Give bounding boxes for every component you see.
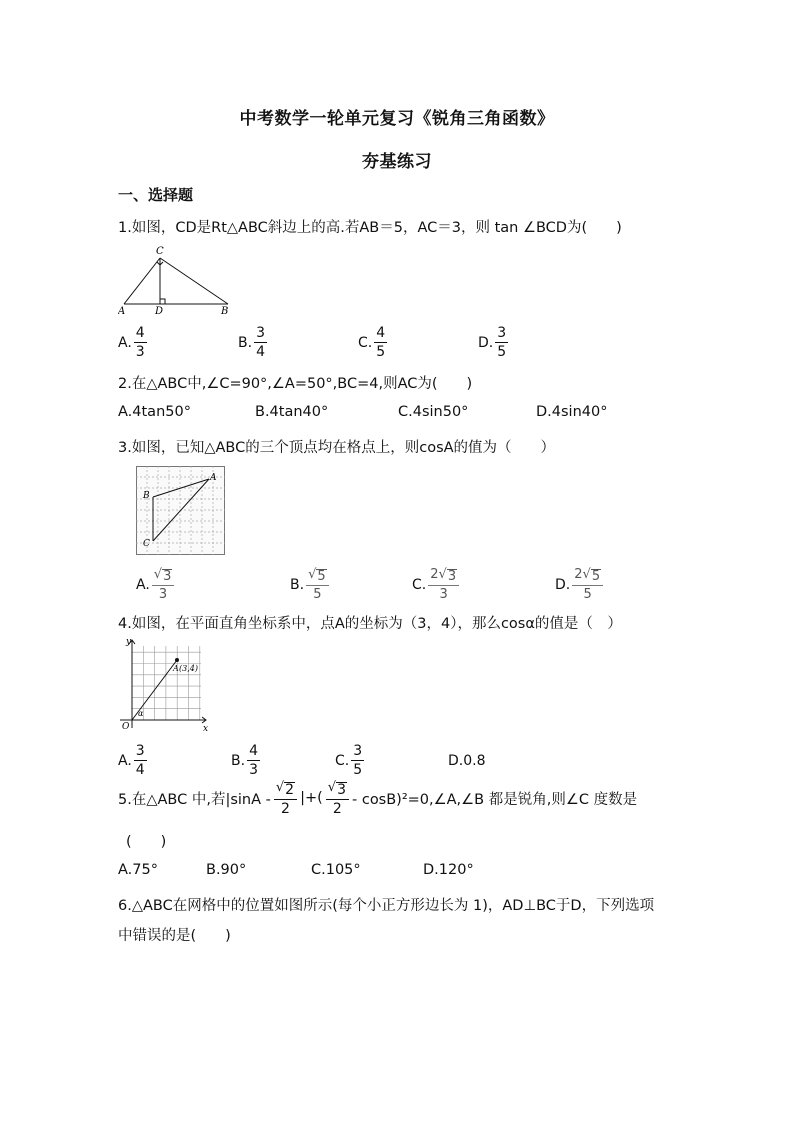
q3-option-a: A. √ 3 3 (136, 568, 174, 601)
question-3-grid-figure (136, 466, 226, 556)
angle-alpha-label: α (138, 709, 144, 718)
question-1-text: 1.如图，CD是Rt△ABC斜边上的高.若AB＝5，AC＝3，则 tan ∠BCD为( ) (118, 220, 622, 236)
q2-option-c: C.4sin50° (398, 404, 469, 420)
label-B: B (143, 491, 150, 501)
q4-option-d: D. 0.8 (448, 753, 486, 769)
q5-option-a: A.75° (118, 862, 158, 878)
q1-option-a: A. $\frac{4}{3}$ (118, 325, 145, 360)
q4-option-c: C. $\frac{3}{5}$ (335, 743, 363, 778)
question-4-text: 4.如图，在平面直角坐标系中，点A的坐标为（3，4），那么cosα的值是（ ） (118, 616, 622, 632)
q4-option-b: B. $\frac{4}{3}$ (231, 743, 258, 778)
q3-option-d: D. 2 √ 5 5 (555, 568, 603, 601)
q3-option-c: C. 2 √ 3 3 (412, 568, 459, 601)
question-1-figure (118, 244, 238, 318)
label-C: C (143, 539, 150, 549)
page-subtitle: 夯基练习 (362, 152, 432, 172)
q5-option-b: B.90° (206, 862, 247, 878)
label-C: C (156, 246, 164, 257)
label-A: A (210, 473, 217, 483)
question-6-text-line-2: 中错误的是( ) (118, 928, 231, 944)
q2-option-b: B.4tan40° (255, 404, 329, 420)
q5-option-c: C.105° (311, 862, 361, 878)
axis-label-x: x (203, 724, 209, 732)
point-coordinate-label: (3,4) (179, 664, 198, 673)
question-3-text: 3.如图，已知△ABC的三个顶点均在格点上，则cosA的值为（ ） (118, 440, 556, 456)
label-B: B (221, 306, 229, 317)
origin-label: O (122, 722, 130, 732)
label-A: A (118, 306, 126, 317)
label-D: D (155, 306, 164, 317)
section-heading: 一、选择题 (118, 186, 194, 204)
q5-option-d: D.120° (423, 862, 474, 878)
q3-option-b: B. √ 5 5 (290, 568, 329, 601)
q4-option-a: A. $\frac{3}{4}$ (118, 743, 145, 778)
axis-label-y: y (126, 637, 132, 647)
question-5-answer-bracket: ( ) (126, 834, 167, 850)
question-5-text: 5.在△ABC 中,若|sinA - √ 2 2 |+( √ 3 2 - cosB)²=0,∠A,∠B 都是锐角,则∠C 度数是 (118, 780, 638, 817)
question-6-text-line-1: 6.△ABC在网格中的位置如图所示(每个小正方形边长为 1)，AD⊥BC于D，下列选项 (118, 898, 655, 914)
question-4-coordinate-figure (116, 636, 212, 732)
question-2-text: 2.在△ABC中,∠C=90°,∠A=50°,BC=4,则AC为( ) (118, 376, 473, 392)
page-title: 中考数学一轮单元复习《锐角三角函数》 (239, 109, 555, 129)
q1-option-c: C. $\frac{4}{5}$ (358, 325, 386, 360)
q2-option-a: A.4tan50° (118, 404, 191, 420)
q1-option-b: B. $\frac{3}{4}$ (238, 325, 265, 360)
label-A: A (173, 664, 179, 673)
q2-option-d: D.4sin40° (536, 404, 608, 420)
q1-option-d: D. $\frac{3}{5}$ (478, 325, 507, 360)
